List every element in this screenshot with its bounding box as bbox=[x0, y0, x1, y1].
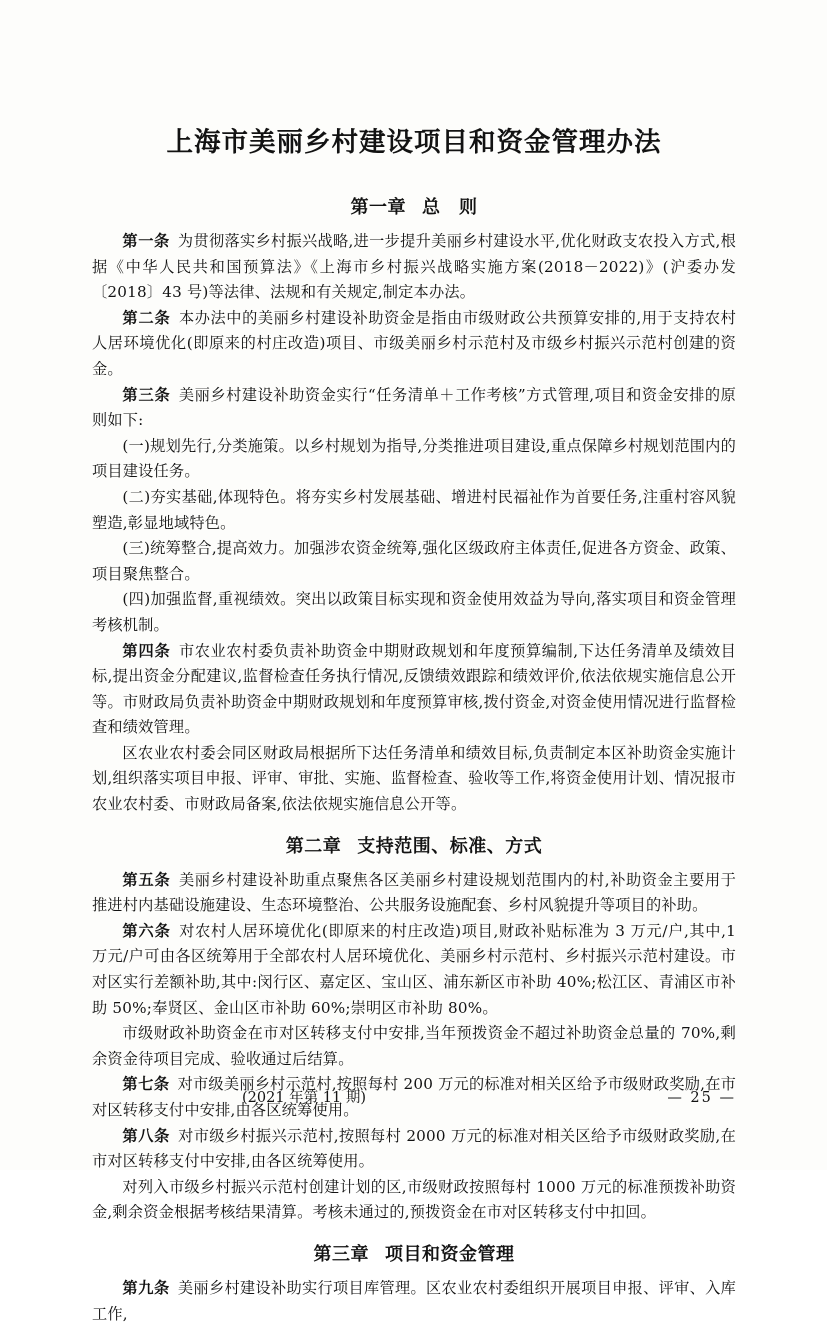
chapter-heading-1 bbox=[92, 193, 736, 219]
footer-page-number: — 25 — bbox=[667, 1090, 736, 1106]
paragraph-text: 美丽乡村建设补助实行项目库管理。区农业农村委组织开展项目申报、评审、入库工作, bbox=[92, 1278, 737, 1323]
page-title: 上海市美丽乡村建设项目和资金管理办法 bbox=[166, 127, 662, 158]
paragraph bbox=[92, 741, 736, 818]
article-label: 第八条 bbox=[122, 1126, 170, 1145]
paragraph bbox=[92, 919, 736, 1021]
article-label: 第六条 bbox=[122, 921, 171, 940]
paragraph bbox=[92, 587, 736, 638]
paragraph-text: 为贯彻落实乡村振兴战略,进一步提升美丽乡村建设水平,优化财政支农投入方式,根据《中华人民共和国预算法》《上海市乡村振兴战略实施方案(2018－2022)》(沪委办发〔2018〕43 号)等法律、法规和有关规定,制定本办法。 bbox=[92, 232, 736, 302]
paragraph-text: 本办法中的美丽乡村建设补助资金是指由市级财政公共预算安排的,用于支持农村人居环境优化(即原来的村庄改造)项目、市级美丽乡村示范村及市级乡村振兴示范村创建的资金。 bbox=[92, 308, 737, 378]
chapter-number-2: 第二章 bbox=[285, 835, 342, 857]
chapter-number-1: 第一章 bbox=[350, 197, 406, 218]
chapter-number-3: 第三章 bbox=[313, 1243, 369, 1265]
paragraph-text: 区农业农村委会同区财政局根据所下达任务清单和绩效目标,负责制定本区补助资金实施计划,组织落实项目申报、评审、审批、实施、监督检查、验收等工作,将资金使用计划、情况报市农业农村委、市财政局备案,依法依规实施信息公开等。 bbox=[92, 743, 736, 814]
paragraph-text: 市级财政补助资金在市对区转移支付中安排,当年预拨资金不超过补助资金总量的 70%,剩余资金待项目完成、验收通过后结算。 bbox=[92, 1024, 736, 1068]
chapter-title-3: 项目和资金管理 bbox=[385, 1243, 515, 1265]
paragraph bbox=[92, 383, 736, 434]
document-body bbox=[92, 120, 736, 1327]
page-footer bbox=[92, 1086, 736, 1107]
chapter-title-2: 支持范围、标准、方式 bbox=[357, 835, 543, 857]
article-label: 第一条 bbox=[122, 232, 170, 250]
chapter-heading-2 bbox=[92, 832, 736, 858]
paragraph-text: 美丽乡村建设补助资金实行“任务清单＋工作考核”方式管理,项目和资金安排的原则如下: bbox=[92, 385, 737, 430]
paragraph bbox=[92, 1276, 736, 1327]
paragraph bbox=[92, 306, 736, 383]
paragraph-text: 对市级美丽乡村示范村,按照每村 200 万元的标准对相关区给予市级财政奖励,在市对区转移支付中安排,由各区统筹使用。 bbox=[92, 1075, 737, 1119]
paragraph-text: (三)统筹整合,提高效力。加强涉农资金统筹,强化区级政府主体责任,促进各方资金、政策、项目聚焦整合。 bbox=[92, 539, 736, 583]
article-label: 第四条 bbox=[122, 641, 171, 660]
paragraph bbox=[92, 868, 736, 919]
paragraph-text: (四)加强监督,重视绩效。突出以政策目标实现和资金使用效益为导向,落实项目和资金管理考核机制。 bbox=[92, 590, 736, 634]
paragraph bbox=[92, 1175, 736, 1226]
paragraph bbox=[92, 639, 736, 741]
paragraph bbox=[92, 1124, 736, 1175]
paragraph-text: (一)规划先行,分类施策。以乡村规划为指导,分类推进项目建设,重点保障乡村规划范围内的项目建设任务。 bbox=[92, 436, 736, 481]
paragraph-text: 美丽乡村建设补助重点聚焦各区美丽乡村建设规划范围内的村,补助资金主要用于推进村内基础设施建设、生态环境整治、公共服务设施配套、乡村风貌提升等项目的补助。 bbox=[92, 870, 737, 915]
footer-issue: (2021 年第 11 期) bbox=[242, 1090, 366, 1106]
paragraph bbox=[92, 485, 736, 536]
paragraph-text: (二)夯实基础,体现特色。将夯实乡村发展基础、增进村民福祉作为首要任务,注重村容风貌塑造,彰显地域特色。 bbox=[92, 487, 736, 532]
paragraph-text: 对市级乡村振兴示范村,按照每村 2000 万元的标准对相关区给予市级财政奖励,在市对区转移支付中安排,由各区统筹使用。 bbox=[92, 1126, 737, 1171]
article-label: 第九条 bbox=[122, 1278, 170, 1297]
article-label: 第三条 bbox=[122, 385, 171, 404]
paragraph bbox=[92, 229, 736, 306]
chapter-title-1: 总 则 bbox=[422, 197, 478, 218]
article-label: 第二条 bbox=[122, 308, 171, 327]
paragraph bbox=[92, 434, 736, 485]
paragraph-text: 对农村人居环境优化(即原来的村庄改造)项目,财政补贴标准为 3 万元/户,其中,1 万元/户可由各区统筹用于全部农村人居环境优化、美丽乡村示范村、乡村振兴示范村建设。市对区实行差额补助,其中:闵行区、嘉定区、宝山区、浦东新区市补助 40%;松江区、青浦区市补助 50%;奉贤区、金山区市补助 60%;崇明区市补助 80%。 bbox=[92, 921, 737, 1017]
article-label: 第五条 bbox=[122, 870, 171, 889]
paragraph-text: 对列入市级乡村振兴示范村创建计划的区,市级财政按照每村 1000 万元的标准预拨补助资金,剩余资金根据考核结果清算。考核未通过的,预拨资金在市对区转移支付中扣回。 bbox=[92, 1177, 736, 1222]
article-label: 第七条 bbox=[122, 1075, 170, 1094]
paragraph-text: 市农业农村委负责补助资金中期财政规划和年度预算编制,下达任务清单及绩效目标,提出资金分配建议,监督检查任务执行情况,反馈绩效跟踪和绩效评价,依法依规实施信息公开等。市财政局负责补助资金中期财政规划和年度预算审核,拨付资金,对资金使用情况进行监督检查和绩效管理。 bbox=[92, 641, 737, 737]
paragraph bbox=[92, 536, 736, 587]
chapter-heading-3 bbox=[92, 1240, 736, 1266]
paragraph bbox=[92, 1021, 736, 1072]
